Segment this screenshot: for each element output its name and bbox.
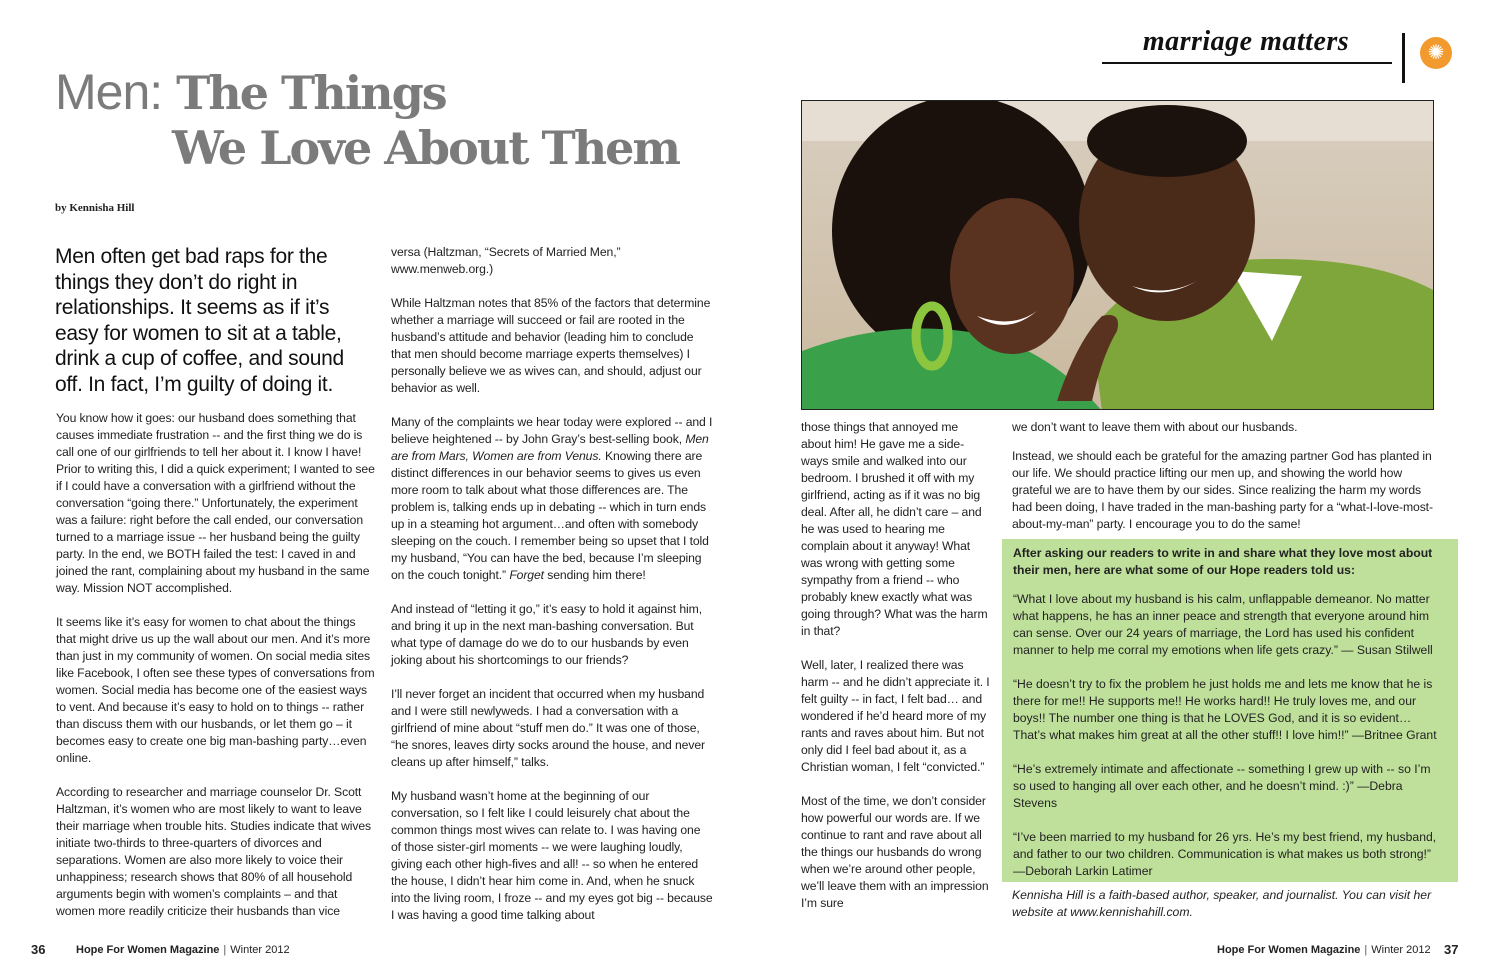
byline: by Kennisha Hill [55,202,135,214]
paragraph: Most of the time, we don’t consider how powerful our words are. If we continue to rant and rave about all the things our husbands do wrong when we’re around other people, we’ll leave them with an impression I’m sure [801,794,989,910]
section-rule [1102,62,1392,64]
author-bio: Kennisha Hill is a faith-based author, speaker, and journalist. You can visit her website at www.kennishahill.com. [1012,888,1432,919]
sun-icon: ✺ [1420,37,1452,69]
headline-title-2: We Love About Them [172,121,680,175]
paragraph: It seems like it’s easy for women to chat about the things that might drive us up the wall about our men. And it’s more than just in my community of women. On social media sites like Facebook, I often see these types of conversations from women. Social media has become one of the easiest ways to vent. And because it’s easy to hold on to things -- rather than discuss them with our husbands, or let them go – it becomes easy to create one big man-bashing party…even online. [56,615,375,765]
footer-left [76,944,290,956]
reader-quote: “He doesn’t try to fix the problem he just holds me and lets me know that he is there for me!! He supports me!! He works hard!! He truly loves me, and our boys!! The number one thing is that he LOVES God, and it is so evident… That’s what makes him great at all the other stuff!! I love him!!” —Britnee Grant [1013,677,1437,742]
issue-date: Winter 2012 [230,944,290,956]
paragraph: I’ll never forget an incident that occurred when my husband and I were still newlyweds. I had a conversation with a girlfriend of mine about “stuff men do.” It was one of those, “he snores, leaves dirty socks around the house, and never cleans up after himself,” talks. [391,687,705,769]
sidebar-intro: After asking our readers to write in and share what they love most about their men, here are what some of our Hope readers told us: [1013,546,1433,577]
section-title: marriage matters [1142,26,1350,57]
footer-divider: | [1364,944,1368,956]
paragraph: versa (Haltzman, “Secrets of Married Men,” www.menweb.org.) [391,245,621,276]
magazine-name: Hope For Women Magazine [76,944,220,956]
text-run: sending him there! [543,568,646,582]
paragraph: those things that annoyed me about him! He gave me a side-ways smile and walked into our bedroom. I brushed it off with my girlfriend, acting as if it was no big deal. After all, he didn’t care – and he was used to hearing me complain about it anyway! What was wrong with getting some sympathy from a friend -- who probably knew exactly what was going through? What was the harm in that? [801,420,988,638]
article-column-4 [1012,419,1442,550]
paragraph: Instead, we should each be grateful for the amazing partner God has planted in our life. We should practice lifting our men up, and showing the world how grateful we are to have them by our sides. Since realizing the harm my words had been doing, I have traded in the man-bashing party for a “what-I-love-most-about-my-man” party. I encourage you to do the same! [1012,449,1433,531]
emphasis: Forget [509,568,544,582]
paragraph: You know how it goes: our husband does something that causes immediate frustration -- and the first thing we do is call one of our girlfriends to tell her about it. I know I have! Prior to writing this, I did a quick experiment; I wanted to see if I could have a conversation with a girlfriend without the conversation “going there.” Unfortunately, the experiment was a failure: right before the call ended, our conversation turned to a marriage issue -- her husband being the guilty party. In the end, we BOTH failed the test: I caved in and joined the rant, complaining about my husband in the same way. Mission NOT accomplished. [56,411,375,595]
reader-quote: “I’ve been married to my husband for 26 yrs. He’s my best friend, my husband, and father to our two children. Communication is what makes us both strong!” —Deborah Larkin Latimer [1013,830,1437,878]
page-number-right: 37 [1444,942,1459,957]
text-run: Knowing there are distinct differences in our behavior seems to gives us even more room to talk about what those differences are. The problem is, talking ends up in debating -- which in turn ends up in a steaming hot argument…and often with somebody sleeping on the couch. I remember being so upset that I told my husband, “You can have the bed, because I’m sleeping on the couch tonight.” [391,449,709,582]
paragraph: My husband wasn’t home at the beginning of our conversation, so I felt like I could leisurely chat about the common things most wives can relate to. I was having one of those sister-girl moments -- we were laughing loudly, giving each other high-fives and all! -- so when he entered the house, I didn’t hear him come in. And, when he snuck into the living room, I froze -- and my eyes got big -- because I was having a good time talking about [391,789,713,922]
text-run: Many of the complaints we hear today were explored -- and I believe heightened -- by John Gray’s best-selling book, [391,415,713,446]
book-title: Men are from Mars, Women are from Venus. [391,432,709,463]
page-number-left: 36 [31,942,46,957]
section-divider [1402,33,1405,83]
paragraph: we don’t want to leave them with about our husbands. [1012,420,1298,434]
couple-photo [801,100,1434,410]
lead-paragraph: Men often get bad raps for the things they don’t do right in relationships. It seems as if it’s easy for women to sit at a table, drink a cup of coffee, and sound off. In fact, I’m guilty of doing it. [55,245,344,396]
paragraph [391,414,713,584]
reader-quotes-sidebar [1002,539,1458,882]
paragraph: While Haltzman notes that 85% of the factors that determine whether a marriage will succeed or fail are rooted in the husband’s attitude and behavior (leading him to conclude that men should become marriage experts themselves) I personally believe we as wives can, and should, adjust our behavior as well. [391,296,711,395]
article-column-2 [391,244,713,941]
magazine-name: Hope For Women Magazine [1217,944,1361,956]
footer-divider: | [223,944,227,956]
paragraph: According to researcher and marriage counselor Dr. Scott Haltzman, it’s women who are most likely to want to leave their marriage when trouble hits. Studies indicate that wives initiate two-thirds to three-quarters of divorces and separations. Women are also more likely to voice their unhappiness; research shows that 80% of all household arguments begin with women’s complaints – and that women more readily criticize their husbands than vice [56,785,372,918]
paragraph: And instead of “letting it go,” it’s easy to hold it against him, and bring it up in the next man-bashing conversation. But what type of damage do we do to our husbands by even joking about his shortcomings to our friends? [391,602,703,667]
paragraph: Well, later, I realized there was harm -- and he didn’t appreciate it. I felt guilty -- in fact, I felt bad… and wondered if he’d heard more of my rants and raves about him. But not only did I feel bad about it, as a Christian woman, I felt “convicted.” [801,658,990,774]
headline-title-1: The Things [176,66,446,120]
couple-illustration [802,101,1434,410]
headline-line-1 [55,62,446,123]
article-column-1 [56,410,378,937]
issue-date: Winter 2012 [1371,944,1431,956]
reader-quote: “He’s extremely intimate and affectionate -- something I grew up with -- so I’m so used to hanging all over each other, and he doesn’t mind. :)” —Debra Stevens [1013,762,1431,810]
headline-prefix: Men: [55,64,163,120]
reader-quote: “What I love about my husband is his calm, unflappable demeanor. No matter what happens, he has an inner peace and strength that everyone around him can sense. Over our 24 years of marriage, the Lord has used his confident manner to help me corral my emotions when life gets crazy.” — Susan Stilwell [1013,592,1433,657]
footer-right [1217,944,1431,956]
article-column-3 [801,419,991,929]
